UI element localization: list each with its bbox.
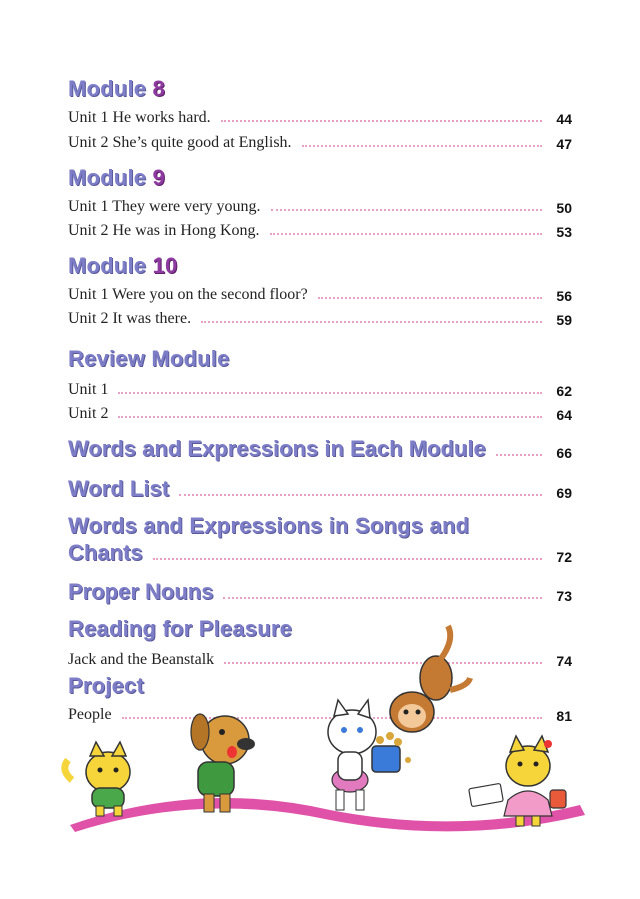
page-number: 56 [556, 288, 572, 304]
toc-entry[interactable] [68, 219, 572, 241]
entry-label: Unit 1 [68, 381, 109, 398]
leader-dots [318, 297, 542, 299]
page-number: 50 [556, 200, 572, 216]
page-number: 62 [556, 383, 572, 399]
module-number: 10 [152, 253, 178, 278]
yellow-cat-icon [65, 742, 130, 816]
page-number: 81 [556, 708, 572, 724]
leader-dots [118, 392, 542, 394]
leader-dots [496, 454, 542, 456]
entry-label: Unit 2 [68, 405, 109, 422]
page-number: 72 [556, 549, 572, 565]
module-8-heading [68, 76, 165, 102]
toc-entry-major[interactable] [68, 434, 572, 462]
page-number: 69 [556, 485, 572, 501]
page-number: 73 [556, 588, 572, 604]
entry-label: Jack and the Beanstalk [68, 651, 215, 668]
review-module-heading: Review Module [68, 346, 230, 371]
toc-entry-major[interactable] [68, 538, 572, 566]
toc-entry[interactable] [68, 307, 572, 329]
page-number: 44 [556, 111, 572, 127]
toc-entry[interactable] [68, 402, 572, 424]
entry-label: Word List [68, 476, 170, 501]
module-9-heading [68, 165, 165, 191]
cartoon-illustration [0, 620, 640, 840]
entry-label: Words and Expressions in Each Module [68, 436, 486, 461]
entry-label: Unit 2 He was in Hong Kong. [68, 222, 260, 239]
leader-dots [223, 597, 542, 599]
page-number: 47 [556, 136, 572, 152]
entry-label: Chants [68, 540, 143, 565]
leader-dots [179, 494, 542, 496]
leader-dots [201, 321, 542, 323]
monkey-icon [390, 626, 470, 732]
page-number: 74 [556, 653, 572, 669]
songs-chants-heading-line1: Words and Expressions in Songs and [68, 513, 470, 538]
module-number: 9 [152, 165, 165, 190]
toc-entry[interactable] [68, 195, 572, 217]
yellow-cat-with-bag-icon [469, 736, 566, 826]
entry-label: Unit 2 It was there. [68, 310, 192, 327]
leader-dots [221, 120, 542, 122]
module-word: Module [68, 165, 147, 190]
leader-dots [153, 558, 542, 560]
leader-dots [118, 416, 542, 418]
toc-entry[interactable] [68, 283, 572, 305]
module-number: 8 [152, 76, 165, 101]
entry-label: Unit 2 She’s quite good at English. [68, 134, 292, 151]
entry-label: Proper Nouns [68, 579, 214, 604]
toc-entry-major[interactable] [68, 474, 572, 502]
entry-label: Unit 1 Were you on the second floor? [68, 286, 308, 303]
project-heading: Project [68, 673, 144, 698]
module-word: Module [68, 76, 147, 101]
reading-heading: Reading for Pleasure [68, 616, 293, 641]
dog-icon [191, 714, 255, 812]
page-number: 66 [556, 445, 572, 461]
page-number: 53 [556, 224, 572, 240]
leader-dots [271, 209, 542, 211]
toc-entry[interactable] [68, 106, 572, 128]
toc-entry-major[interactable] [68, 577, 572, 605]
toc-entry[interactable] [68, 131, 572, 153]
page-number: 59 [556, 312, 572, 328]
page-number: 64 [556, 407, 572, 423]
module-10-heading [68, 253, 177, 279]
toc-entry[interactable] [68, 378, 572, 400]
module-word: Module [68, 253, 147, 278]
entry-label: People [68, 706, 112, 723]
leader-dots [302, 145, 542, 147]
leader-dots [270, 233, 542, 235]
entry-label: Unit 1 They were very young. [68, 198, 261, 215]
entry-label: Unit 1 He works hard. [68, 109, 211, 126]
